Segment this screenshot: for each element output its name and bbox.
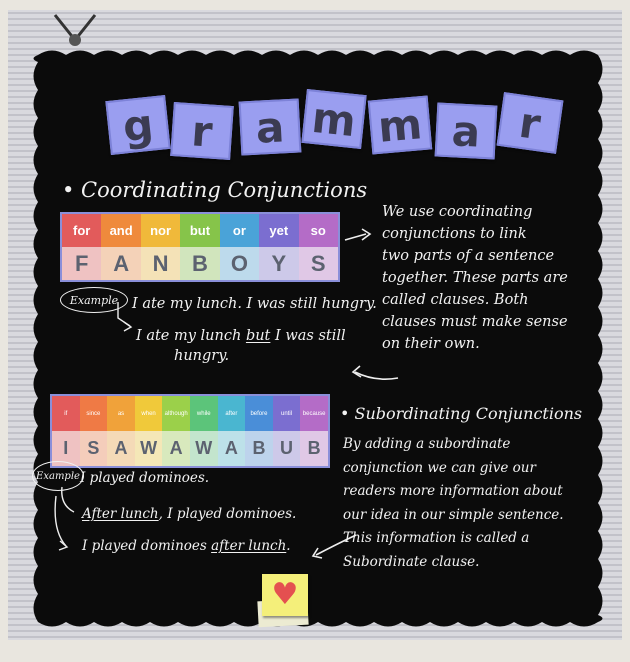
fanboys-letter: N (141, 247, 180, 280)
coordinating-heading: • Coordinating Conjunctions (62, 178, 368, 202)
sub-note-line: our idea in our simple sentence. (343, 506, 564, 523)
sticky-note (262, 574, 308, 616)
isawa-letter: A (107, 431, 135, 466)
isawa-word: since (80, 396, 108, 431)
fanboys-word: or (220, 214, 259, 247)
heart-icon: ♥ (271, 577, 299, 612)
isawa-letter: B (300, 431, 328, 466)
isawa-letter: A (218, 431, 246, 466)
fanboys-letter: S (299, 247, 338, 280)
isawa-letter: A (162, 431, 190, 466)
coord-note-line: We use coordinating (382, 204, 533, 220)
sub-note-line: By adding a subordinate (343, 436, 511, 452)
fanboys-letter: O (220, 247, 259, 280)
sub-note-line: conjunction we can give our (343, 459, 536, 476)
isawa-word: after (218, 396, 246, 431)
title-letter: m (301, 89, 366, 149)
isawa-letter: U (273, 431, 301, 466)
isawa-word: because (300, 396, 328, 431)
example1-line1: I ate my lunch. I was still hungry. (132, 296, 377, 312)
isawa-letter: I (52, 431, 80, 466)
title-letter: r (497, 92, 564, 154)
fanboys-word: yet (259, 214, 298, 247)
example-label: Example (60, 287, 128, 313)
isawa-word: while (190, 396, 218, 431)
example2-line3: I played dominoes after lunch. (82, 538, 291, 554)
fanboys-strip (60, 212, 340, 282)
coord-note-line: on their own. (382, 336, 480, 352)
title-letter: a (239, 98, 302, 155)
isawa-word: although (162, 396, 190, 431)
sub-note-line: This information is called a (343, 530, 530, 546)
subordinating-heading: • Subordinating Conjunctions (340, 404, 583, 423)
coord-note-line: called clauses. Both (382, 292, 529, 308)
isawa-letter: W (190, 431, 218, 466)
example1-line2: I ate my lunch but I was still (136, 328, 346, 344)
isawa-letter: W (135, 431, 163, 466)
sub-note-line: Subordinate clause. (343, 553, 480, 570)
coord-note-line: conjunctions to link (382, 226, 527, 242)
title-letter: g (105, 95, 170, 155)
fanboys-word: so (299, 214, 338, 247)
isawa-letter: S (80, 431, 108, 466)
title-letter: r (170, 102, 234, 160)
example2-line1: I played dominoes. (80, 470, 210, 486)
sub-note-line: readers more information about (343, 483, 563, 499)
fanboys-word: but (180, 214, 219, 247)
isawawabub-strip (50, 394, 330, 468)
isawa-word: until (273, 396, 301, 431)
example2-line2: After lunch, I played dominoes. (82, 506, 297, 522)
fanboys-word: and (101, 214, 140, 247)
coord-note-line: together. These parts are (382, 270, 568, 286)
isawa-letter: B (245, 431, 273, 466)
isawa-word: as (107, 396, 135, 431)
coord-note-line: two parts of a sentence (382, 248, 555, 264)
fanboys-word: nor (141, 214, 180, 247)
fanboys-letter: Y (259, 247, 298, 280)
fanboys-letter: F (62, 247, 101, 280)
isawa-word: when (135, 396, 163, 431)
title-letter: m (368, 95, 432, 154)
isawa-word: if (52, 396, 80, 431)
example-label-2: Example (32, 461, 84, 491)
fanboys-letter: A (101, 247, 140, 280)
fanboys-word: for (62, 214, 101, 247)
isawa-word: before (245, 396, 273, 431)
example1-line3: hungry. (174, 348, 230, 364)
coord-note-line: clauses must make sense (382, 314, 568, 330)
title-letter: a (435, 102, 498, 159)
fanboys-letter: B (180, 247, 219, 280)
